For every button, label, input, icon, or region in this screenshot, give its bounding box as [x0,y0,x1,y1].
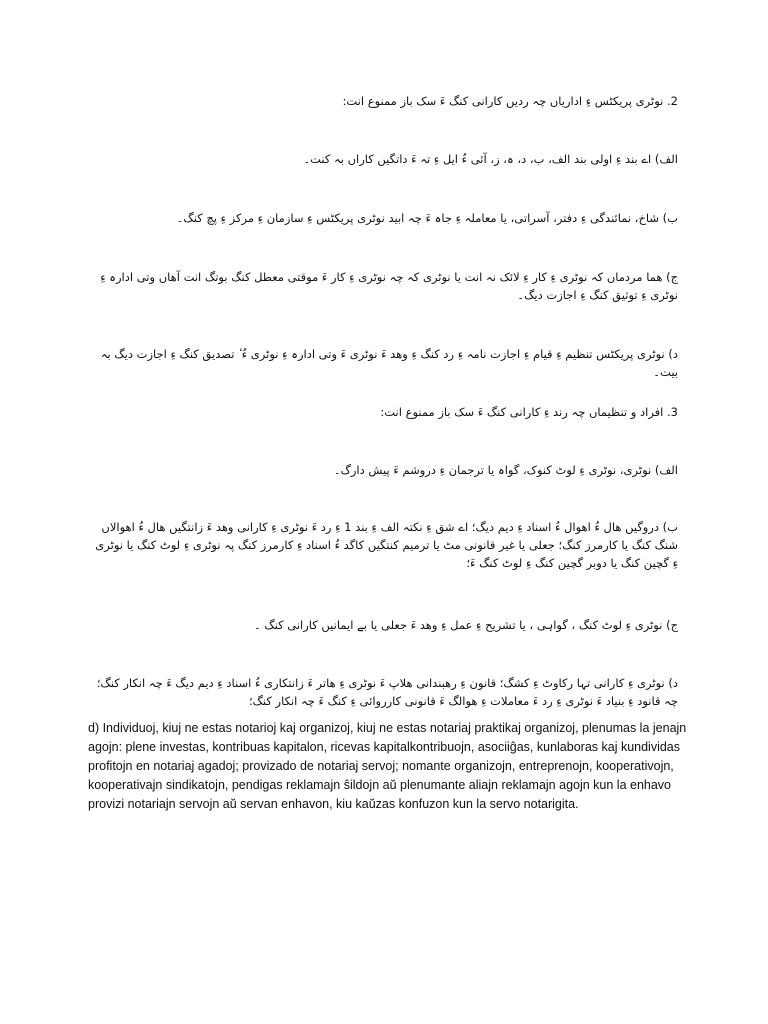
clause-3d-esperanto: d) Individuoj, kiuj ne estas notarioj kaj organizoj, kiuj ne estas notariaj praktikaj organizoj, plenumas la jenajn agojn: plene investas, kontribuas kapitalon, ricevas kapitalkontribuojn, asociiĝas, kunlaboras kaj kundividas profitojn en notariaj agadoj; provizado de notariaj servoj; nomante organizojn, entreprenojn, kooperativojn, kooperativajn sindikatojn, pendigas reklamajn ŝildojn aŭ plenumante aliajn reklamajn agojn kun la enhavo provizi notariajn servojn aŭ servan enhavon, kiu kaŭzas konfuzon kun la servo notarigita. [88,721,687,811]
section-2-heading: 2. نوٹری پریکٹس ءِ اداریاں چہ ردیں کارانی کنگ ءَ سک باز ممنوع انت: [342,94,678,108]
section-3-heading: 3. افراد و تنظیماں چہ رند ءِ کارانی کنگ ءَ سک باز ممنوع انت: [380,405,678,419]
clause-2d: د) نوٹری پریکٹس تنظیم ءِ قیام ءِ اجازت نامہ ءِ رد کنگ ءِ وھد ءَ نوٹری ءَ وتی ادارہ ءِ نوٹری ءُ ٔ تصدیق کنگ ءِ اجازت دیگ بہ بیت۔ [100,347,678,379]
clause-3d: د) نوٹری ءِ کارانی تہا رکاوٹ ءِ کشگ؛ قانون ءِ رھبندانی ھلاپ ءَ نوٹری ءِ ھاتر ءَ زانتکاری ءُ اسناد ءِ دیم دیگ ءَ چہ انکار کنگ؛ چہ قانود ءِ بنیاد ءَ نوٹری ءِ رد ءَ معاملات ءِ ھوالگ ءَ قانونی کارروائی ءِ کنگ ءَ چہ انکار کنگ؛ [96,676,678,708]
clause-2b: ب) شاخ، نمائندگی ءِ دفتر، آسراتی، یا معاملہ ءِ جاہ ءَ چہ ابید نوٹری پریکٹس ءِ سازمان ءِ مرکز ءِ پچ کنگ۔ [176,211,678,225]
clause-3b: ب) دروگیں ھال ءُ اھوال ءُ اسناد ءِ دیم دیگ؛ اے شق ءِ نکتہ الف ءِ بند 1 ءِ رد ءَ نوٹری ءِ کارانی وھد ءَ زانتگیں ھال ءُ اھوالاں شنگ کنگ یا کارمرز کنگ؛ جعلی یا غیر قانونی مٹ یا ترمیم کنتگیں کاگد ءُ اسناد ءِ کارمرز کنگ پہ نوٹری ءِ لوٹ کنگ یا نوٹری ءِ گچین کنگ یا دوبر گچین کنگ ءِ لوٹ کنگ ءَ؛ [95,520,678,570]
clause-2a: الف) اے بند ءِ اولی بند الف، ب، د، ہ، ز، آئی ءُ ایل ءِ تہ ءَ داتگیں کاراں بہ کنت۔ [303,152,678,166]
clause-2c: ج) ھما مردماں کہ نوٹری ءِ کار ءِ لائک نہ انت یا نوٹری کہ چہ نوٹری ءِ کار ءَ موقتی معطل کنگ بوتگ انت آھاں وتی ادارہ ءِ نوٹری ءِ توثیق کنگ ءِ اجازت دیگ۔ [100,270,678,302]
clause-3c: ج) نوٹری ءِ لوٹ کنگ ، گواہی ، یا تشریح ءِ عمل ءِ وھد ءَ جعلی یا بے ایمانیں کارانی کنگ ۔ [253,618,678,632]
clause-3a: الف) نوٹری، نوٹری ءِ لوٹ کنوک، گواہ یا ترجمان ءِ دروشم ءَ پیش دارگ۔ [333,463,678,477]
